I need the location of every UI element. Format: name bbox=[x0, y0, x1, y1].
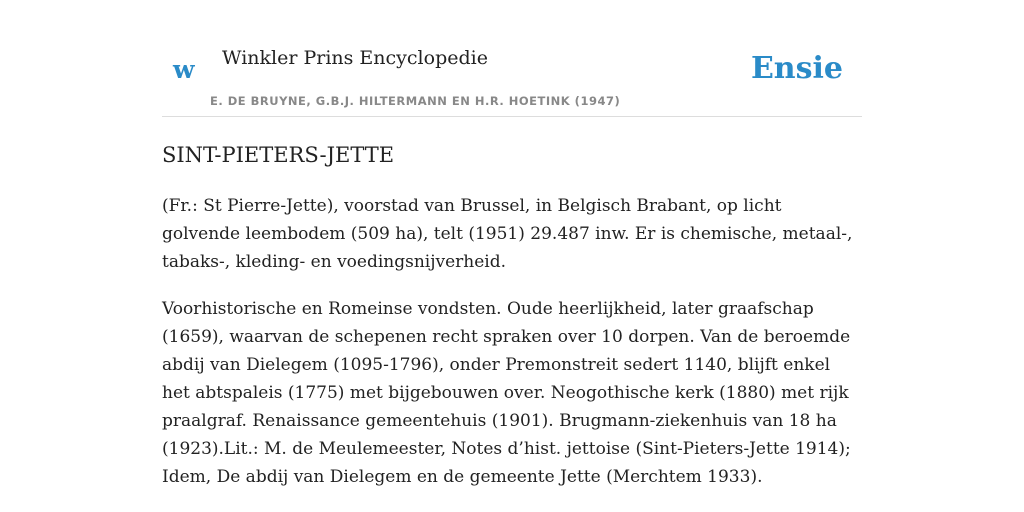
page bbox=[162, 0, 862, 487]
article-paragraph-2: Voorhistorische en Romeinse vondsten. Oude heerlijkheid, later graafschap (1659), waarvan de schepenen recht spraken over 10 dorpen. Van de beroemde abdij van Dielegem (1095-1796), onder Premonstreit sedert 1140, blijft enkel het abtspaleis (1775) met bijgebouwen over. Neogothische kerk (1880) met rijk praalgraf. Renaissance gemeentehuis (1901). Brugmann-ziekenhuis van 18 ha (1923).Lit.: M. de Meulemeester, Notes d’hist. jettoise (Sint-Pieters-Jette 1914); Idem, De abdij van Dielegem en de gemeente Jette (Merchtem 1933). bbox=[162, 299, 851, 487]
source-logo-icon[interactable]: w bbox=[173, 55, 195, 84]
article-title: SINT-PIETERS-JETTE bbox=[162, 143, 395, 167]
ensie-logo-link[interactable]: Ensie bbox=[750, 51, 843, 86]
source-header bbox=[162, 0, 862, 117]
article-paragraph-1: (Fr.: St Pierre-Jette), voorstad van Brussel, in Belgisch Brabant, op licht golvende leembodem (509 ha), telt (1951) 29.487 inw. Er is chemische, metaal-, tabaks-, kleding- en voedingsnijverheid. bbox=[162, 196, 853, 272]
source-authors: E. DE BRUYNE, G.B.J. HILTERMANN EN H.R. HOETINK (1947) bbox=[210, 94, 621, 108]
source-title-link[interactable]: Winkler Prins Encyclopedie bbox=[222, 47, 488, 69]
